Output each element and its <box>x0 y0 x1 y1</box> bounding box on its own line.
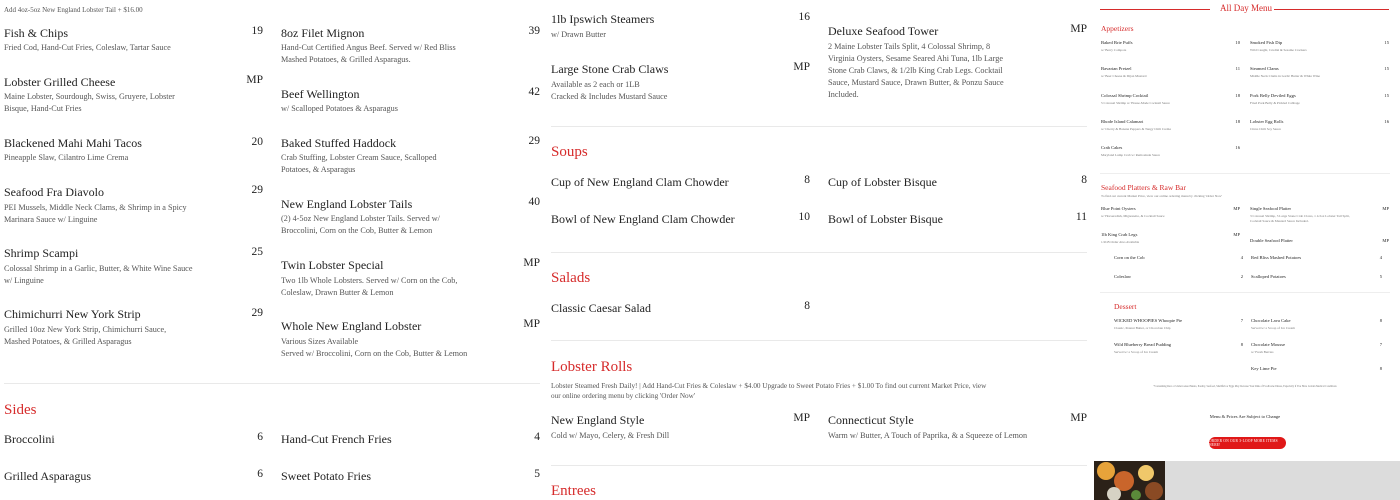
item-price: 25 <box>251 246 263 258</box>
dessert-price: 8 <box>1379 318 1382 323</box>
appetizer-name: Baked Brie Puffs <box>1101 40 1133 45</box>
item-name: Fish & Chips <box>4 26 69 40</box>
item-desc: Grilled 10oz New York Strip, Chimichurri Sauce, Mashed Potatoes, & Grilled Asparagus <box>4 325 167 346</box>
item-name: Twin Lobster Special <box>281 258 384 272</box>
title-rule-right <box>1274 9 1389 10</box>
side-price: 5 <box>534 468 540 480</box>
item-name: 8oz Filet Mignon <box>281 26 365 40</box>
appetizers-title: Appetizers <box>1101 24 1134 33</box>
salad-price: 8 <box>804 300 810 312</box>
dessert-title: Dessert <box>1114 302 1137 311</box>
appetizer-name: Pork Belly Deviled Eggs <box>1250 93 1296 98</box>
dessert-name: Key Lime Pie <box>1251 366 1277 371</box>
platter-desc: 3 Colossal Shrimp, 3 Large Stone Crab Claws, 1 4-5oz Lobster Tail Split, Cocktail Sauce & Mustard Sauce Included. <box>1250 214 1350 223</box>
appetizer-name: Bavarian Pretzel <box>1101 66 1132 71</box>
item-desc: Colossal Shrimp in a Garlic, Butter, & White Wine Sauce w/ Linguine <box>4 264 193 285</box>
appetizer-desc: w/ Berry Compote <box>1101 48 1127 52</box>
salad-name: Classic Caesar Salad <box>551 301 651 315</box>
side-name: Broccolini <box>4 432 55 446</box>
divider <box>1100 173 1390 174</box>
platters-title: Seafood Platters & Raw Bar <box>1101 183 1186 192</box>
item-name: Seafood Fra Diavolo <box>4 185 104 199</box>
dessert-price: 7 <box>1240 318 1243 323</box>
item-desc: Hand-Cut Certified Angus Beef. Served w/ Red Bliss Mashed Potatoes, & Grilled Asparagus. <box>281 43 456 64</box>
item-name: Lobster Grilled Cheese <box>4 75 116 89</box>
appetizer-desc: Wild Caught, Crudité & Sesame Crackers <box>1250 48 1307 52</box>
side-price: 4 <box>1379 255 1382 260</box>
item-price: 16 <box>798 11 810 23</box>
soup-name: Cup of Lobster Bisque <box>828 175 937 189</box>
section-title-lobster-rolls: Lobster Rolls <box>551 359 633 375</box>
dessert-desc: Served w/ a Scoop of Ice Cream <box>1251 326 1295 330</box>
appetizer-price: 15 <box>1384 40 1389 45</box>
dessert-price: 8 <box>1240 342 1243 347</box>
appetizer-price: 16 <box>1235 145 1240 150</box>
item-price: 20 <box>251 136 263 148</box>
dessert-name: WICKED WHOOPIES Whoopie Pie <box>1114 318 1183 323</box>
dessert-desc: w/ Fresh Berries <box>1251 350 1274 354</box>
item-name: Shrimp Scampi <box>4 246 79 260</box>
roll-name: New England Style <box>551 413 645 427</box>
side-price: 4 <box>1240 255 1243 260</box>
divider <box>551 340 1087 341</box>
side-name: Red Bliss Mashed Potatoes <box>1251 255 1302 260</box>
item-desc: w/ Scalloped Potatoes & Asparagus <box>281 104 398 113</box>
dessert-price: 7 <box>1379 342 1382 347</box>
title-rule-left <box>1100 9 1210 10</box>
divider <box>551 126 1087 127</box>
appetizer-price: 18 <box>1235 93 1240 98</box>
item-desc: w/ Drawn Butter <box>551 30 607 39</box>
appetizer-desc: 5 Colossal Shrimp w/ House-Made Cocktail Sauce <box>1101 101 1170 105</box>
appetizer-desc: w/ Beer Cheese & Dijon Mustard <box>1101 74 1147 78</box>
item-name: Large Stone Crab Claws <box>551 62 669 76</box>
roll-price: MP <box>793 412 810 424</box>
appetizer-name: Colossal Shrimp Cocktail <box>1101 93 1149 98</box>
lobster-rolls-note: Lobster Steamed Fresh Daily! | Add Hand-Cut Fries & Coleslaw + $4.00 Upgrade to Sweet Potato Fries + $1.00 To find out current Market Price, view our online ordering menu by clicking 'Order Now' <box>551 382 987 400</box>
item-name: New England Lobster Tails <box>281 197 413 211</box>
appetizer-desc: w/ Cherry & Banana Peppers & Tangy Chili Crema <box>1101 127 1171 131</box>
appetizer-price: 15 <box>1384 66 1389 71</box>
item-name: Blackened Mahi Mahi Tacos <box>4 136 142 150</box>
item-desc: PEI Mussels, Middle Neck Clams, & Shrimp in a Spicy Marinara Sauce w/ Linguine <box>4 203 187 224</box>
item-price: 29 <box>528 135 540 147</box>
platter-desc: w/ Horseradish, Mignonette, & Cocktail Sauce <box>1101 214 1165 218</box>
item-price: 19 <box>251 25 263 37</box>
dessert-desc: Classic, Peanut Butter, or Chocolate Chip <box>1114 326 1171 330</box>
order-now-button[interactable]: ORDER ON OUR 3-LOOP MORE ITEMS HERE! <box>1209 437 1286 449</box>
platter-name: Blue Point Oysters <box>1101 206 1136 211</box>
appetizer-price: 15 <box>1384 93 1389 98</box>
soup-name: Cup of New England Clam Chowder <box>551 175 729 189</box>
soup-price: 8 <box>1081 174 1087 186</box>
side-price: 5 <box>1379 274 1382 279</box>
section-title-entrees: Entrees <box>551 483 596 499</box>
item-name: Whole New England Lobster <box>281 319 422 333</box>
item-name: 1lb Ipswich Steamers <box>551 12 655 26</box>
item-name: Deluxe Seafood Tower <box>828 24 939 38</box>
appetizer-name: Lobster Egg Rolls <box>1250 119 1284 124</box>
soup-price: 11 <box>1075 211 1087 223</box>
footer-background <box>1165 461 1400 500</box>
platter-name: Single Seafood Platter <box>1250 206 1292 211</box>
disclaimer: *Consuming Raw or Undercooked Meats, Poultry, Seafood, Shellfish or Eggs May Increase Your Risk of Foodborne Illness, Especially if You Have Certain Medical Conditions <box>1153 385 1337 388</box>
item-price: MP <box>523 318 540 330</box>
platter-price: MP <box>1382 206 1389 211</box>
roll-desc: Warm w/ Butter, A Touch of Paprika, & a Squeeze of Lemon <box>828 431 1028 440</box>
item-price: 40 <box>528 196 540 208</box>
platter-price: MP <box>1233 232 1240 237</box>
appetizer-desc: Maryland Lump Crab w/ Remoulade Sauce <box>1101 153 1161 157</box>
item-price: MP <box>793 61 810 73</box>
appetizer-name: Crab Cakes <box>1101 145 1123 150</box>
dessert-name: Chocolate Mousse <box>1251 342 1286 347</box>
item-desc: Maine Lobster, Sourdough, Swiss, Gruyere, Lobster Bisque, Hand-Cut Fries <box>4 92 175 113</box>
side-price: 6 <box>257 468 263 480</box>
side-name: Corn on the Cob <box>1114 255 1145 260</box>
food-photo <box>1094 461 1165 500</box>
appetizer-price: 11 <box>1235 66 1240 71</box>
item-price: 29 <box>251 184 263 196</box>
appetizer-desc: Citrus Chili Soy Sauce <box>1250 127 1281 131</box>
side-price: 6 <box>257 431 263 443</box>
item-price: MP <box>246 74 263 86</box>
soup-name: Bowl of New England Clam Chowder <box>551 212 735 226</box>
item-price: MP <box>523 257 540 269</box>
appetizer-desc: Fried Pork Belly & Pickled Cabbage <box>1250 101 1300 105</box>
divider <box>1100 292 1390 293</box>
appetizer-price: 16 <box>1384 119 1389 124</box>
appetizer-price: 18 <box>1235 119 1240 124</box>
panel-title: All Day Menu <box>1220 3 1272 13</box>
dessert-desc: Served w/ a Scoop of Ice Cream <box>1114 350 1158 354</box>
platter-price: MP <box>1233 206 1240 211</box>
item-name: Baked Stuffed Haddock <box>281 136 397 150</box>
appetizer-desc: Middle Neck Clams in Garlic Butter & White Wine <box>1250 74 1320 78</box>
divider <box>551 252 1087 253</box>
roll-desc: Cold w/ Mayo, Celery, & Fresh Dill <box>551 431 670 440</box>
appetizer-name: Rhode Island Calamari <box>1101 119 1144 124</box>
item-desc: Various Sizes Available Served w/ Broccolini, Corn on the Cob, Butter & Lemon <box>281 337 468 358</box>
platter-desc: 1/2LB Order Also Available <box>1101 240 1140 244</box>
dessert-name: Wild Blueberry Bread Pudding <box>1114 342 1172 347</box>
soup-price: 10 <box>798 211 810 223</box>
soup-price: 8 <box>804 174 810 186</box>
item-price: 42 <box>528 86 540 98</box>
platter-name: 1lb King Crab Legs <box>1101 232 1138 237</box>
divider <box>4 383 540 384</box>
item-name: Chimichurri New York Strip <box>4 307 141 321</box>
item-desc: Available as 2 each or 1LB Cracked & Includes Mustard Sauce <box>551 80 668 101</box>
item-name: Beef Wellington <box>281 87 360 101</box>
item-desc: Fried Cod, Hand-Cut Fries, Coleslaw, Tartar Sauce <box>4 43 171 52</box>
roll-price: MP <box>1070 412 1087 424</box>
divider <box>551 465 1087 466</box>
item-price: MP <box>1070 23 1087 35</box>
side-name: Coleslaw <box>1114 274 1132 279</box>
appetizer-name: Smoked Fish Dip <box>1250 40 1283 45</box>
side-name: Grilled Asparagus <box>4 469 91 483</box>
price-notice: Menu & Prices Are Subject to Change <box>1209 414 1281 419</box>
soup-name: Bowl of Lobster Bisque <box>828 212 943 226</box>
side-price: 2 <box>1240 274 1243 279</box>
food-photo-graphic <box>1094 461 1165 500</box>
item-desc: Crab Stuffing, Lobster Cream Sauce, Scalloped Potatoes, & Asparagus <box>281 153 437 174</box>
side-name: Hand-Cut French Fries <box>281 432 392 446</box>
dessert-price: 8 <box>1379 366 1382 371</box>
platters-note: To find out current Market Price, view our online ordering menu by clicking 'Order Now' <box>1101 194 1223 198</box>
item-desc: Two 1lb Whole Lobsters. Served w/ Corn on the Cob, Coleslaw, Drawn Butter & Lemon <box>281 276 458 297</box>
section-title-sides: Sides <box>4 402 37 418</box>
appetizer-price: 10 <box>1235 40 1240 45</box>
top-note: Add 4oz-5oz New England Lobster Tail + $16.00 <box>4 6 143 14</box>
dessert-name: Chocolate Lava Cake <box>1251 318 1291 323</box>
section-title-salads: Salads <box>551 270 591 286</box>
platter-price: MP <box>1382 238 1389 243</box>
item-desc: (2) 4-5oz New England Lobster Tails. Served w/ Broccolini, Corn on the Cob, Butter & Lemon <box>281 214 440 235</box>
roll-name: Connecticut Style <box>828 413 914 427</box>
item-price: 29 <box>251 307 263 319</box>
section-title-soups: Soups <box>551 144 588 160</box>
item-desc: 2 Maine Lobster Tails Split, 4 Colossal Shrimp, 8 Virginia Oysters, Sesame Seared Ahi Tuna, 1lb Large Stone Crab Claws, & 1/2lb King Crab Legs. Cocktail Sauce, Mustard Sauce, Drawn Butter, & Ponzu Sauce Included. <box>828 42 1004 99</box>
side-name: Scalloped Potatoes <box>1251 274 1286 279</box>
platter-name: Double Seafood Platter <box>1250 238 1293 243</box>
side-price: 4 <box>534 431 540 443</box>
item-price: 39 <box>528 25 540 37</box>
item-desc: Pineapple Slaw, Cilantro Lime Crema <box>4 153 129 162</box>
appetizer-name: Steamed Clams <box>1250 66 1279 71</box>
side-name: Sweet Potato Fries <box>281 469 371 483</box>
